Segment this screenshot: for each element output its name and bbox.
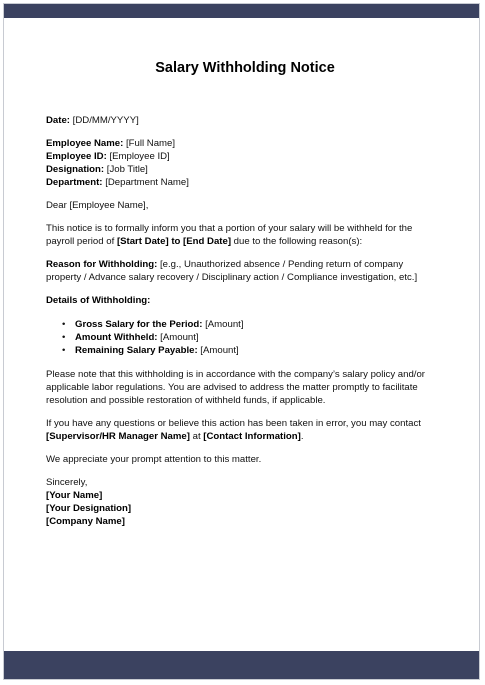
signer-designation: [Your Designation] <box>46 503 132 514</box>
reason-line-1 <box>46 258 444 271</box>
employee-name-label: Employee Name: <box>46 138 124 149</box>
footer-band <box>4 651 479 679</box>
appreciation: We appreciate your prompt attention to this matter. <box>46 454 262 465</box>
bullet-icon: • <box>62 319 66 330</box>
reason-line-2: property / Advance salary recovery / Disciplinary action / Compliance investigation, etc.] <box>46 272 418 283</box>
bullet-icon: • <box>62 332 66 343</box>
intro-line-2 <box>46 235 444 248</box>
date-label: Date: <box>46 115 70 126</box>
date-value: [DD/MM/YYYY] <box>72 115 139 126</box>
amount-withheld-label: Amount Withheld: <box>75 332 158 343</box>
designation-label: Designation: <box>46 164 105 175</box>
contact-paragraph <box>46 417 444 443</box>
employee-id-value: [Employee ID] <box>109 151 170 162</box>
employee-info <box>46 137 444 189</box>
department-label: Department: <box>46 177 103 188</box>
reason-paragraph <box>46 258 444 284</box>
signature-block <box>46 476 444 528</box>
list-item <box>62 331 444 344</box>
list-item <box>62 318 444 331</box>
reason-label: Reason for Withholding: <box>46 259 158 270</box>
designation-line <box>46 163 444 176</box>
contact-line-1: If you have any questions or believe this action has been taken in error, you may contact <box>46 418 421 429</box>
contact-at: at <box>189 431 204 442</box>
gross-salary-label: Gross Salary for the Period: <box>75 319 203 330</box>
closing: Sincerely, <box>46 477 88 488</box>
details-heading-text: Details of Withholding: <box>46 295 151 306</box>
end-date: [End Date] <box>183 236 232 247</box>
intro-line-1: This notice is to formally inform you that a portion of your salary will be withheld for the <box>46 223 413 234</box>
document-title: Salary Withholding Notice <box>155 60 335 76</box>
gross-salary-value: [Amount] <box>202 319 244 330</box>
reason-text-1: [e.g., Unauthorized absence / Pending return of company <box>157 259 404 270</box>
employee-name-value: [Full Name] <box>125 138 176 149</box>
policy-line-1: Please note that this withholding is in accordance with the company’s salary policy and/or <box>46 369 425 380</box>
details-heading <box>46 294 444 307</box>
policy-line-2: applicable labor regulations. You are advised to address the matter promptly to facilitate <box>46 382 418 393</box>
to-word: to <box>168 236 184 247</box>
intro-line-2-pre: payroll period of <box>46 236 117 247</box>
notice-document <box>46 58 444 528</box>
department-line <box>46 176 444 189</box>
intro-line-2-post: due to the following reason(s): <box>231 236 363 247</box>
employee-id-label: Employee ID: <box>46 151 107 162</box>
amount-withheld-value: [Amount] <box>157 332 199 343</box>
policy-paragraph <box>46 368 444 407</box>
department-value: [Department Name] <box>105 177 189 188</box>
employee-name-line <box>46 137 444 150</box>
signer-name: [Your Name] <box>46 490 103 501</box>
salutation: Dear [Employee Name], <box>46 200 149 211</box>
contact-end: . <box>300 431 304 442</box>
employee-id-line <box>46 150 444 163</box>
start-date: [Start Date] <box>116 236 169 247</box>
list-item <box>62 344 444 357</box>
contact-info: [Contact Information] <box>203 431 301 442</box>
bullet-icon: • <box>62 345 66 356</box>
header-band <box>4 4 479 18</box>
remaining-salary-value: [Amount] <box>197 345 239 356</box>
date-line <box>46 114 444 127</box>
intro-paragraph <box>46 222 444 248</box>
signer-company: [Company Name] <box>46 516 125 527</box>
contact-line-2 <box>46 430 444 443</box>
details-list <box>46 318 444 357</box>
designation-value: [Job Title] <box>106 164 148 175</box>
policy-line-3: resolution and possible restoration of withheld funds, if applicable. <box>46 395 326 406</box>
remaining-salary-label: Remaining Salary Payable: <box>75 345 198 356</box>
contact-person: [Supervisor/HR Manager Name] <box>46 431 190 442</box>
